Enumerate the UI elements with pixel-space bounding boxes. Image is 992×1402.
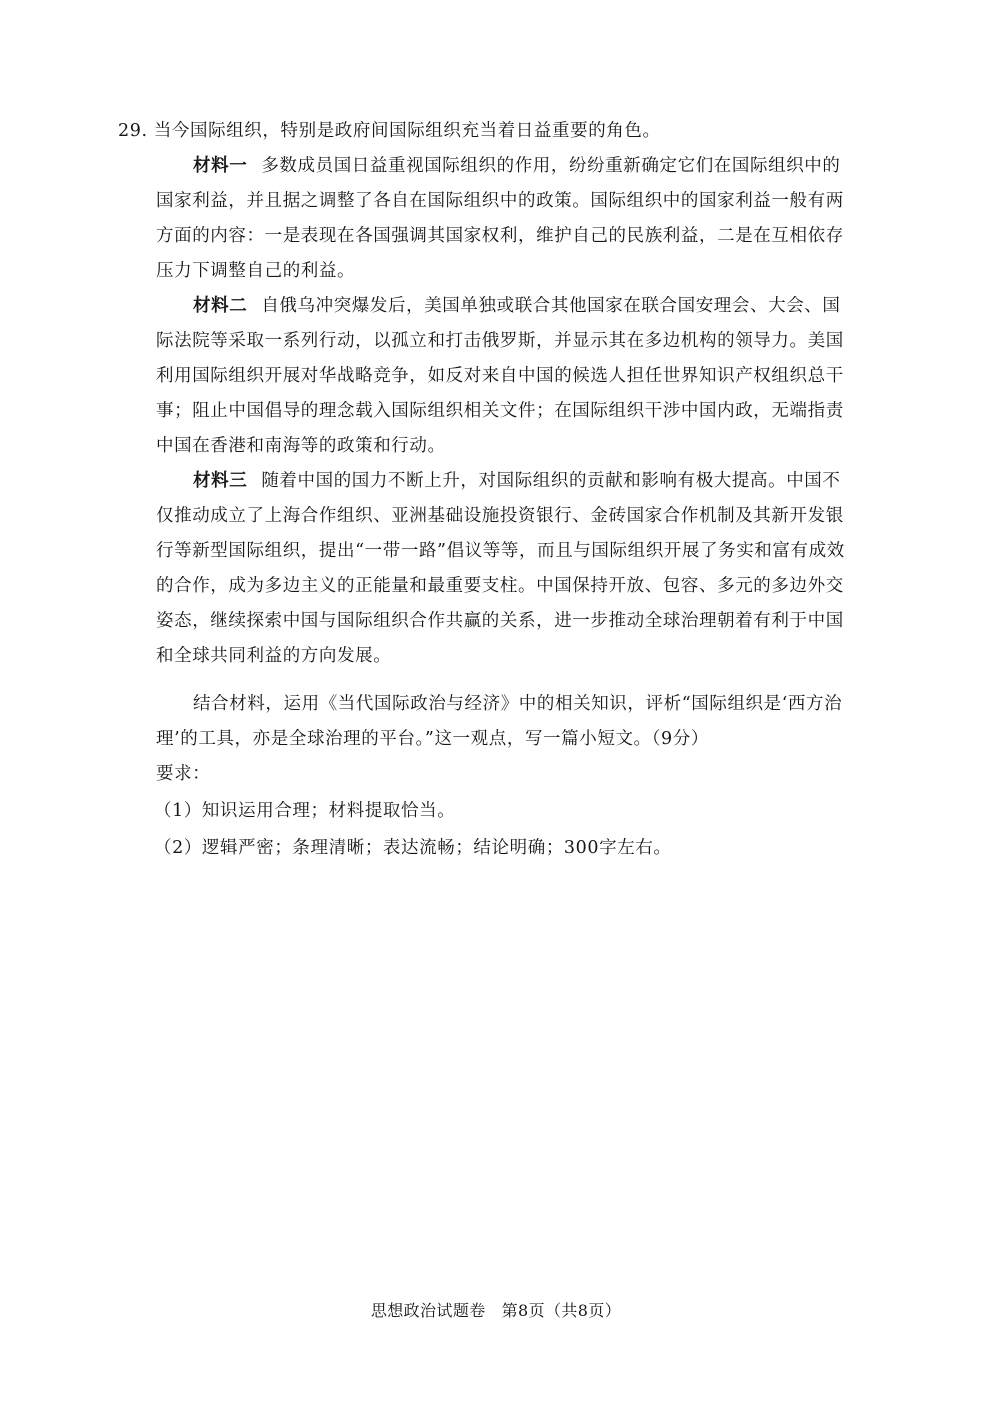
question-number: 29. bbox=[118, 121, 148, 141]
material-2-line-3: 利用国际组织开展对华战略竞争，如反对来自中国的候选人担任世界知识产权组织总干 bbox=[156, 366, 844, 386]
material-2-line-5: 中国在香港和南海等的政策和行动。 bbox=[156, 436, 446, 456]
task-line-2: 理’的工具，亦是全球治理的平台。”这一观点，写一篇小短文。（9分） bbox=[156, 729, 709, 749]
question-text: 当今国际组织，特别是政府间国际组织充当着日益重要的角色。 bbox=[153, 121, 661, 141]
material-2-line-4: 事；阻止中国倡导的理念载入国际组织相关文件；在国际组织干涉中国内政，无端指责 bbox=[156, 401, 844, 421]
exam-name: 思想政治试题卷 bbox=[370, 1301, 486, 1320]
page-number: 第8页（共8页） bbox=[501, 1301, 622, 1320]
material-2-line-1: 材料二 自俄乌冲突爆发后，美国单独或联合其他国家在联合国安理会、大会、国 bbox=[193, 296, 841, 316]
material-3-line-4: 的合作，成为多边主义的正能量和最重要支柱。中国保持开放、包容、多元的多边外交 bbox=[156, 576, 844, 596]
material-1-label: 材料一 bbox=[193, 156, 248, 176]
material-3-line-3: 行等新型国际组织，提出“一带一路”倡议等等，而且与国际组织开展了务实和富有成效 bbox=[156, 541, 845, 561]
material-2-line-2: 际法院等采取一系列行动，以孤立和打击俄罗斯，并显示其在多边机构的领导力。美国 bbox=[156, 331, 844, 351]
requirement-item-1: （1）知识运用合理；材料提取恰当。 bbox=[154, 801, 456, 821]
material-3-line-1: 材料三 随着中国的国力不断上升，对国际组织的贡献和影响有极大提高。中国不 bbox=[193, 471, 841, 491]
material-1-line-4: 压力下调整自己的利益。 bbox=[156, 261, 356, 281]
page-footer bbox=[0, 1300, 992, 1322]
material-1-line-3: 方面的内容：一是表现在各国强调其国家权利，维护自己的民族利益，二是在互相依存 bbox=[156, 226, 844, 246]
requirements-title: 要求： bbox=[156, 764, 211, 784]
requirement-item-2: （2）逻辑严密；条理清晰；表达流畅；结论明确；300字左右。 bbox=[154, 838, 672, 858]
question-stem bbox=[118, 119, 661, 143]
task-line-1: 结合材料，运用《当代国际政治与经济》中的相关知识，评析“国际组织是‘西方治 bbox=[193, 694, 843, 714]
material-1-line-1: 材料一 多数成员国日益重视国际组织的作用，纷纷重新确定它们在国际组织中的 bbox=[193, 156, 841, 176]
material-2-label: 材料二 bbox=[193, 296, 248, 316]
material-3-label: 材料三 bbox=[193, 471, 248, 491]
material-3-line-2: 仅推动成立了上海合作组织、亚洲基础设施投资银行、金砖国家合作机制及其新开发银 bbox=[156, 506, 844, 526]
material-3-line-5: 姿态，继续探索中国与国际组织合作共赢的关系，进一步推动全球治理朝着有利于中国 bbox=[156, 611, 844, 631]
material-1-line-2: 国家利益，并且据之调整了各自在国际组织中的政策。国际组织中的国家利益一般有两 bbox=[156, 191, 844, 211]
material-3-line-6: 和全球共同利益的方向发展。 bbox=[156, 646, 392, 666]
